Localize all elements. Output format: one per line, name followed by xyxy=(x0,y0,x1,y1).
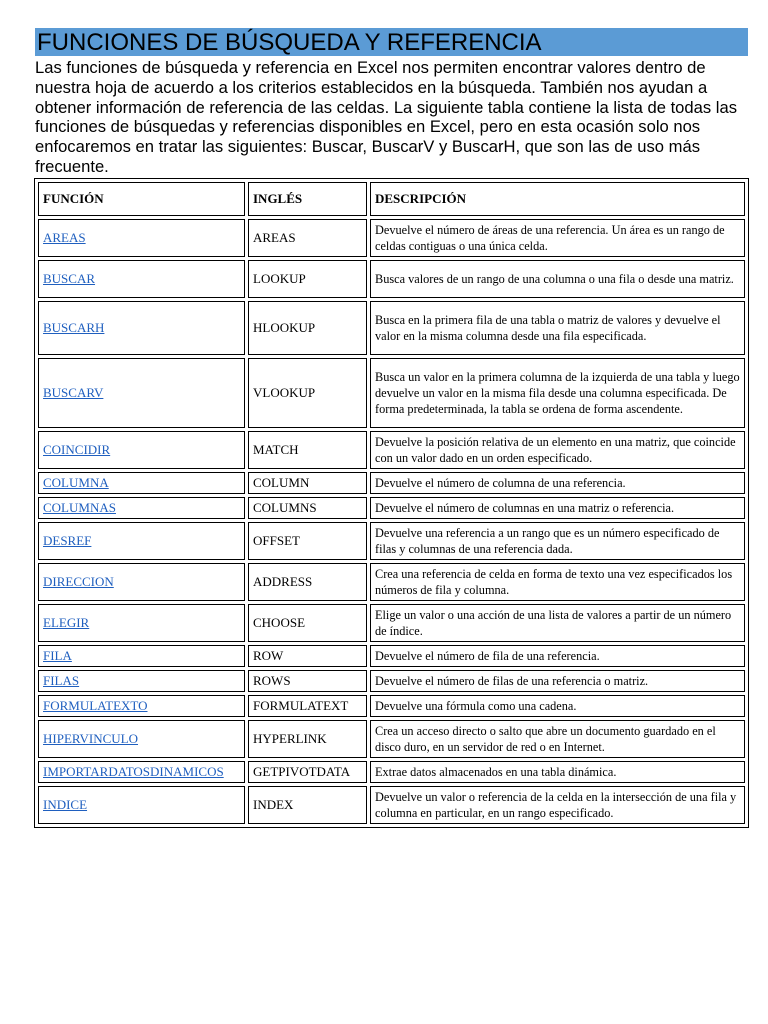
function-link[interactable]: COLUMNA xyxy=(43,474,109,490)
function-link[interactable]: HIPERVINCULO xyxy=(43,730,139,746)
function-name-cell xyxy=(38,786,245,824)
function-link[interactable]: IMPORTARDATOSDINAMICOS xyxy=(43,763,224,779)
description-cell: Devuelve el número de columna de una referencia. xyxy=(370,472,745,494)
description-cell: Devuelve el número de fila de una referencia. xyxy=(370,645,745,667)
page-title: FUNCIONES DE BÚSQUEDA Y REFERENCIA xyxy=(35,28,748,56)
table-row xyxy=(38,761,745,783)
description-cell: Crea una referencia de celda en forma de texto una vez especificados los números de fila y columna. xyxy=(370,563,745,601)
function-link[interactable]: COINCIDIR xyxy=(43,441,111,457)
function-link[interactable]: BUSCARV xyxy=(43,384,104,400)
table-row xyxy=(38,604,745,642)
table-row xyxy=(38,670,745,692)
description-cell: Devuelve la posición relativa de un elemento en una matriz, que coincide con un valor dado en un orden especificado. xyxy=(370,431,745,469)
table-row xyxy=(38,472,745,494)
header-ingles: INGLÉS xyxy=(248,182,367,216)
table-row xyxy=(38,219,745,257)
function-name-cell xyxy=(38,695,245,717)
function-link[interactable]: FORMULATEXTO xyxy=(43,697,148,713)
function-name-cell xyxy=(38,761,245,783)
description-cell: Devuelve una referencia a un rango que es un número especificado de filas y columnas de una referencia dada. xyxy=(370,522,745,560)
function-name-cell xyxy=(38,645,245,667)
description-cell: Devuelve una fórmula como una cadena. xyxy=(370,695,745,717)
description-cell: Elige un valor o una acción de una lista de valores a partir de un número de índice. xyxy=(370,604,745,642)
table-row xyxy=(38,645,745,667)
description-cell: Devuelve el número de áreas de una referencia. Un área es un rango de celdas contiguas o una única celda. xyxy=(370,219,745,257)
english-name-cell: VLOOKUP xyxy=(248,358,367,428)
function-name-cell xyxy=(38,670,245,692)
english-name-cell: OFFSET xyxy=(248,522,367,560)
english-name-cell: CHOOSE xyxy=(248,604,367,642)
description-cell: Extrae datos almacenados en una tabla dinámica. xyxy=(370,761,745,783)
table-row xyxy=(38,431,745,469)
function-name-cell xyxy=(38,431,245,469)
function-name-cell xyxy=(38,497,245,519)
function-link[interactable]: ELEGIR xyxy=(43,614,90,630)
description-cell: Devuelve el número de columnas en una matriz o referencia. xyxy=(370,497,745,519)
english-name-cell: HYPERLINK xyxy=(248,720,367,758)
english-name-cell: HLOOKUP xyxy=(248,301,367,355)
table-row xyxy=(38,786,745,824)
description-cell: Busca un valor en la primera columna de la izquierda de una tabla y luego devuelve un valor en la misma fila desde una columna especificada. De forma predeterminada, la tabla se ordena de forma ascendente. xyxy=(370,358,745,428)
functions-table xyxy=(34,178,749,828)
description-cell: Crea un acceso directo o salto que abre un documento guardado en el disco duro, en un servidor de red o en Internet. xyxy=(370,720,745,758)
description-cell: Devuelve el número de filas de una referencia o matriz. xyxy=(370,670,745,692)
function-name-cell xyxy=(38,472,245,494)
table-row xyxy=(38,301,745,355)
intro-paragraph: Las funciones de búsqueda y referencia en Excel nos permiten encontrar valores dentro de nuestra hoja de acuerdo a los criterios establecidos en la búsqueda. También nos ayudan a obtener información de referencia de las celdas. La siguiente tabla contiene la lista de todas las funciones de búsquedas y referencias disponibles en Excel, pero en esta ocasión solo nos enfocaremos en tratar las siguientes: Buscar, BuscarV y BuscarH, que son las de uso más frecuente. xyxy=(35,58,737,176)
table-row xyxy=(38,563,745,601)
function-name-cell xyxy=(38,358,245,428)
english-name-cell: COLUMNS xyxy=(248,497,367,519)
table-row xyxy=(38,720,745,758)
function-name-cell xyxy=(38,219,245,257)
function-link[interactable]: FILA xyxy=(43,647,72,663)
function-name-cell xyxy=(38,301,245,355)
header-funcion: FUNCIÓN xyxy=(38,182,245,216)
english-name-cell: FORMULATEXT xyxy=(248,695,367,717)
function-name-cell xyxy=(38,260,245,298)
function-link[interactable]: DIRECCION xyxy=(43,573,114,589)
description-cell: Busca valores de un rango de una columna o una fila o desde una matriz. xyxy=(370,260,745,298)
english-name-cell: INDEX xyxy=(248,786,367,824)
function-name-cell xyxy=(38,720,245,758)
function-name-cell xyxy=(38,563,245,601)
table-row xyxy=(38,695,745,717)
function-name-cell xyxy=(38,522,245,560)
description-cell: Devuelve un valor o referencia de la celda en la intersección de una fila y columna en particular, en un rango especificado. xyxy=(370,786,745,824)
english-name-cell: ADDRESS xyxy=(248,563,367,601)
english-name-cell: AREAS xyxy=(248,219,367,257)
english-name-cell: MATCH xyxy=(248,431,367,469)
function-link[interactable]: COLUMNAS xyxy=(43,499,116,515)
english-name-cell: ROW xyxy=(248,645,367,667)
table-row xyxy=(38,358,745,428)
table-row xyxy=(38,522,745,560)
function-link[interactable]: INDICE xyxy=(43,796,88,812)
function-link[interactable]: BUSCAR xyxy=(43,270,96,286)
function-name-cell xyxy=(38,604,245,642)
table-row xyxy=(38,260,745,298)
table-row xyxy=(38,497,745,519)
function-link[interactable]: DESREF xyxy=(43,532,92,548)
english-name-cell: GETPIVOTDATA xyxy=(248,761,367,783)
header-descripcion: DESCRIPCIÓN xyxy=(370,182,745,216)
description-cell: Busca en la primera fila de una tabla o matriz de valores y devuelve el valor en la misma columna desde una fila especificada. xyxy=(370,301,745,355)
document-page xyxy=(35,28,748,828)
function-link[interactable]: FILAS xyxy=(43,672,80,688)
english-name-cell: COLUMN xyxy=(248,472,367,494)
function-link[interactable]: BUSCARH xyxy=(43,319,105,335)
function-link[interactable]: AREAS xyxy=(43,229,86,245)
english-name-cell: ROWS xyxy=(248,670,367,692)
english-name-cell: LOOKUP xyxy=(248,260,367,298)
table-header-row xyxy=(38,182,745,216)
